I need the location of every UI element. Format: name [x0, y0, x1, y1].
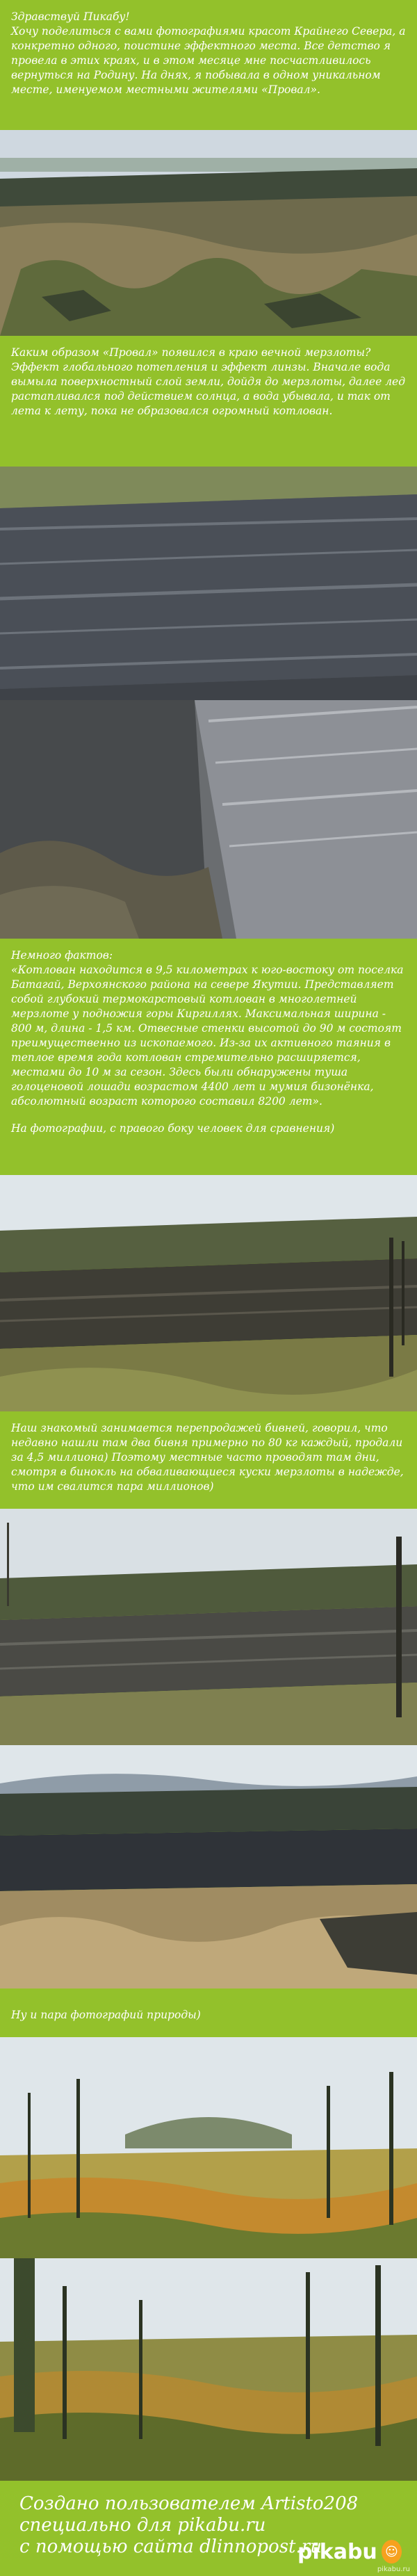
watermark: pikabu.ru [377, 2566, 410, 2573]
permafrost-paragraph: Каким образом «Провал» появился в краю вечной мерзлоты? Эффект глобального потепления и эффект линзы. Вначале вода вымыла поверхностный слой земли, дойдя до мерзлоты, далее лед растапливался под действием солнца, а вода убывала, и так от лета к лету, пока не образовался огромный котлован. [11, 346, 406, 417]
pikabu-logo-text: pikabu [297, 2539, 377, 2564]
nature-caption: Ну и пара фотографий природы) [11, 2009, 201, 2021]
facts-note: На фотографии, с правого боку человек для сравнения) [11, 1122, 335, 1135]
tusk-story-block [0, 1411, 417, 1509]
footer-made-with: с помощью сайта dlinnopost.ru [19, 2536, 322, 2557]
photo-cliff-wall [0, 467, 417, 700]
photo-taiga-autumn [0, 2037, 417, 2258]
photo-eroded-slope [0, 700, 417, 939]
nature-caption-block [0, 1988, 417, 2037]
photo-crater-trees [0, 1509, 417, 1745]
pikabu-logo[interactable] [297, 2538, 402, 2566]
pikabu-logo-icon: ☺ [382, 2540, 402, 2563]
photo-crater-with-person [0, 1175, 417, 1411]
footer-made-for: специально для pikabu.ru [19, 2515, 266, 2536]
facts-heading: Немного фактов: [11, 949, 113, 962]
footer-author: Создано пользователем Artisto208 [19, 2493, 359, 2514]
intro-text-block [0, 0, 417, 130]
facts-paragraph: «Котлован находится в 9,5 километрах к юго-востоку от поселка Батагай, Верхоянского района на севере Якутии. Представляет собой глубокий термокарстовый котлован в многолетней мерзлоте у подножия горы Киргиллях. Максимальная ширина - 800 м, длина - 1,5 км. Отвесные стенки высотой до 90 м состоят преимущественно из ископаемого. Из-за их активного таяния в теплое время года котлован стремительно расширяется, местами до 10 м за сезон. Здесь были обнаружены туша голоценовой лошади возрастом 4400 лет и мумия бизонёнка, абсолютный возраст которого составил 8200 лет». [11, 964, 404, 1108]
photo-crater-distance [0, 1745, 417, 1988]
photo-crater-panorama [0, 130, 417, 336]
photo-taiga-forest [0, 2258, 417, 2481]
tusk-story-paragraph: Наш знакомый занимается перепродажей бивней, говорил, что недавно нашли там два бивня примерно по 80 кг каждый, продали за 4,5 миллиона) Поэтому местные часто проводят там дни, смотря в бинокль на обваливающиеся куски мерзлоты в надежде, что им свалится пара миллионов) [11, 1422, 404, 1493]
intro-greeting: Здравствуй Пикабу! [11, 10, 130, 23]
intro-paragraph: Хочу поделиться с вами фотографиями красот Крайнего Севера, а конкретно одного, поистине эффектного места. Все детство я провела в этих краях, и в этом месяце мне посчастливилось вернуться на Родину. На днях, я побывала в одном уникальном месте, именуемом местными жителями «Провал». [11, 25, 406, 96]
permafrost-explanation [0, 336, 417, 467]
facts-block [0, 939, 417, 1175]
